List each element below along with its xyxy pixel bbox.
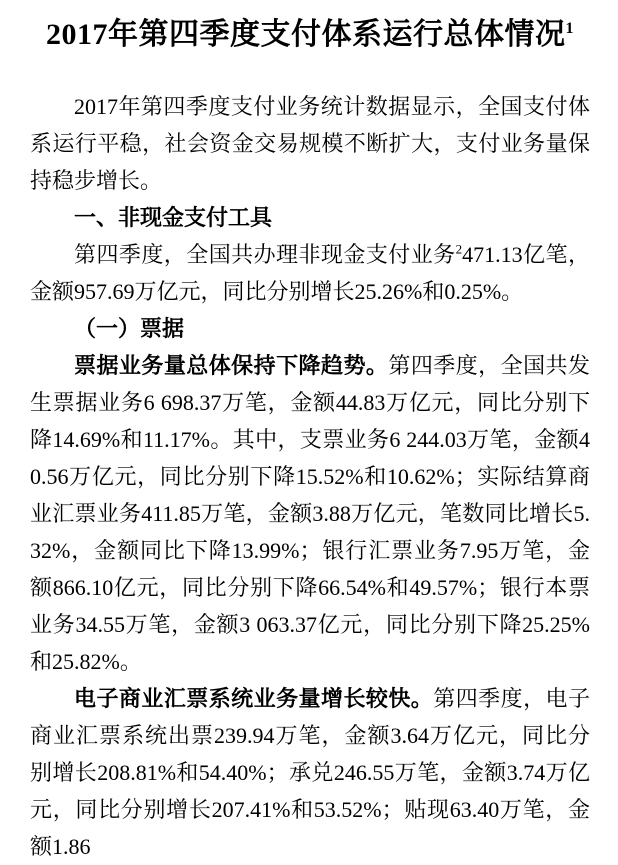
subsection-heading-bills: （一）票据 xyxy=(74,316,185,341)
title-footnote-ref: 1 xyxy=(565,20,574,37)
body-footnote-ref-2: 2 xyxy=(455,241,463,257)
document-title xyxy=(30,13,590,57)
noncash-stats-after-footnote: 471.13亿笔，金额957.69万亿元，同比分别增长25.26%和0.25%。 xyxy=(30,242,590,304)
bills-paragraph-body: 第四季度，全国共发生票据业务6 698.37万笔，金额44.83万亿元，同比分别下降14.69%和11.17%。其中，支票业务6 244.03万笔，金额40.56万亿元，同比分别下降15.52%和10.62%；实际结算商业汇票业务411.85万笔，金额3.88万亿元，笔数同比增长5.32%，金额同比下降13.99%；银行汇票业务7.95万笔，金额866.10亿元，同比分别下降66.54%和49.57%；银行本票业务34.55万笔，金额3 063.37亿元，同比分别下降25.25%和25.82%。 xyxy=(30,353,590,674)
intro-paragraph xyxy=(30,88,590,199)
intro-paragraph-text: 2017年第四季度支付业务统计数据显示，全国支付体系运行平稳，社会资金交易规模不断扩大，支付业务量保持稳步增长。 xyxy=(30,94,590,193)
bills-paragraph xyxy=(30,347,590,680)
noncash-stats-paragraph xyxy=(30,236,590,310)
ecds-paragraph-body: 第四季度，电子商业汇票系统出票239.94万笔，金额3.64万亿元，同比分别增长208.81%和54.40%；承兑246.55万笔，金额3.74万亿元，同比分别增长207.41%和53.52%；贴现63.40万笔，金额1.86 xyxy=(30,686,590,859)
ecds-paragraph xyxy=(30,680,590,865)
ecds-paragraph-lead: 电子商业汇票系统业务量增长较快。 xyxy=(74,686,434,711)
noncash-stats-before-footnote: 第四季度，全国共办理非现金支付业务 xyxy=(74,242,456,267)
section-heading-noncash-payment-tools: 一、非现金支付工具 xyxy=(74,205,273,230)
bills-paragraph-lead: 票据业务量总体保持下降趋势。 xyxy=(74,353,389,378)
document-title-text: 2017年第四季度支付体系运行总体情况 xyxy=(46,18,566,51)
